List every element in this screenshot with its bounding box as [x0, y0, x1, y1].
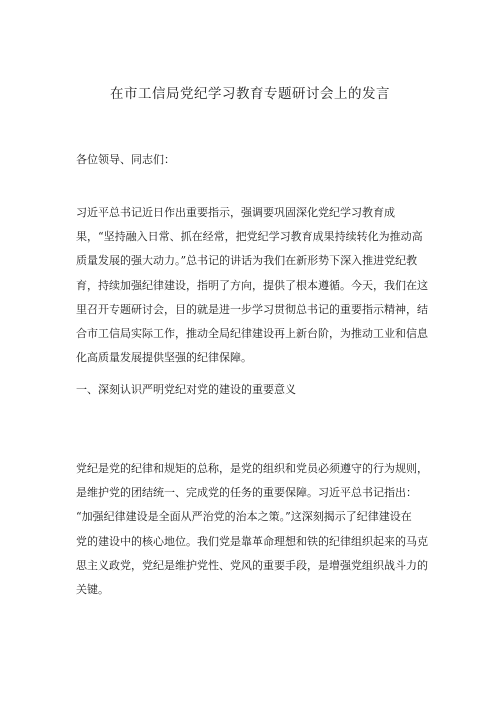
- paragraph-line: 关键。: [76, 583, 109, 597]
- paragraph-line: 是维护党的团结统一、完成党的任务的重要保障。习近平总书记指出：: [76, 486, 417, 500]
- paragraph-line: “加强纪律建设是全面从严治党的治本之策。”这深刻揭示了纪律建设在: [76, 510, 412, 524]
- paragraph-line: 合市工信局实际工作，推动全局纪律建设再上新台阶，为推动工业和信息: [76, 327, 428, 341]
- paragraph-line: 思主义政党，党纪是维护党性、党风的重要手段，是增强党组织战斗力的: [76, 558, 428, 572]
- paragraph-line: 育，持续加强纪律建设，指明了方向，提供了根本遵循。今天，我们在这: [76, 278, 428, 292]
- section-heading: 一、深刻认识严明党纪对党的建设的重要意义: [76, 383, 296, 396]
- paragraph-line: 党的建设中的核心地位。我们党是靠革命理想和铁的纪律组织起来的马克: [76, 534, 428, 548]
- paragraph-line: 果，“坚持融入日常、抓在经常，把党纪学习教育成果持续转化为推动高: [76, 230, 423, 244]
- paragraph-line: 里召开专题研讨会，目的就是进一步学习贯彻总书记的重要指示精神，结: [76, 302, 428, 316]
- paragraph-line: 化高质量发展提供坚强的纪律保障。: [76, 351, 252, 365]
- paragraph-line: 习近平总书记近日作出重要指示，强调要巩固深化党纪学习教育成: [76, 206, 395, 219]
- paragraph-section1: [76, 457, 428, 602]
- paragraph-line: 党纪是党的纪律和规矩的总称，是党的组织和党员必须遵守的行为规则，: [76, 462, 428, 475]
- salutation: 各位领导、同志们：: [76, 153, 175, 166]
- document-title: 在市工信局党纪学习教育专题研讨会上的发言: [110, 86, 390, 102]
- paragraph-line: 质量发展的强大动力。”总书记的讲话为我们在新形势下深入推进党纪教: [76, 254, 418, 268]
- paragraph-intro: [76, 201, 428, 370]
